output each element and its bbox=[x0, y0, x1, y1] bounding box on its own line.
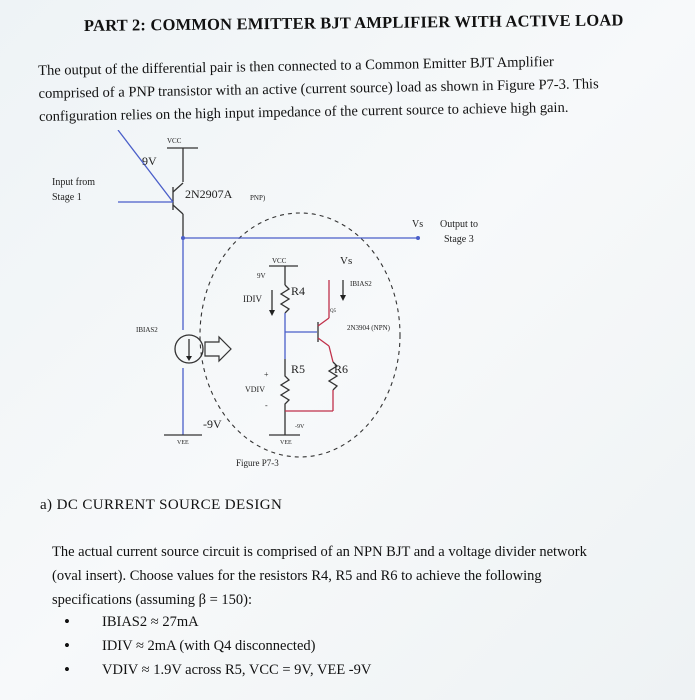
body-line: (oval insert). Choose values for the resistors R4, R5 and R6 to achieve the following bbox=[52, 568, 542, 584]
r6-label: R6 bbox=[334, 362, 349, 376]
circuit-diagram bbox=[40, 130, 520, 480]
intro-line: configuration relies on the high input impedance of the current source to achieve high gain. bbox=[38, 99, 569, 125]
inset-vs-label: Vs bbox=[340, 255, 353, 267]
intro-line: comprised of a PNP transistor with an active (current source) load as shown in Figure P7-3. This bbox=[38, 76, 599, 102]
section-heading: a) DC CURRENT SOURCE DESIGN bbox=[40, 497, 283, 513]
q5-label: Q5 bbox=[330, 309, 337, 314]
inset-vcc-label: VCC bbox=[272, 257, 287, 265]
output-label: Stage 3 bbox=[444, 234, 474, 245]
input-label: Input from bbox=[52, 177, 96, 188]
intro-paragraph bbox=[38, 49, 689, 129]
supply-9v-label: 9V bbox=[142, 154, 157, 168]
pnp-part-label: 2N2907A bbox=[185, 187, 233, 201]
inset-9v-label: 9V bbox=[257, 272, 266, 280]
vee-label: VEE bbox=[177, 440, 189, 446]
input-label: Stage 1 bbox=[52, 192, 82, 203]
minus-sign: - bbox=[265, 401, 268, 410]
neg-9v-label: -9V bbox=[203, 417, 222, 431]
inset-vee-label: VEE bbox=[280, 440, 292, 446]
pnp-type-label: PNP) bbox=[250, 194, 266, 202]
body-line: The actual current source circuit is comprised of an NPN BJT and a voltage divider network bbox=[52, 544, 587, 560]
inset-ibias2-label: IBIAS2 bbox=[350, 280, 372, 288]
output-label: Output to bbox=[440, 219, 479, 230]
r5-label: R5 bbox=[291, 362, 306, 376]
vdiv-label: VDIV bbox=[245, 385, 265, 394]
body-paragraph bbox=[52, 540, 692, 612]
spec-item: • IBIAS2 ≈ 27mA bbox=[60, 610, 371, 634]
plus-sign: + bbox=[264, 370, 269, 379]
page-title: PART 2: COMMON EMITTER BJT AMPLIFIER WITH ACTIVE LOAD bbox=[83, 10, 624, 35]
inset-neg-9v-label: -9V bbox=[295, 424, 305, 430]
intro-line: The output of the differential pair is then connected to a Common Emitter BJT Amplifier bbox=[38, 53, 554, 79]
spec-list bbox=[60, 610, 371, 682]
vs-output-label: Vs bbox=[412, 219, 424, 230]
idiv-label: IDIV bbox=[243, 294, 262, 304]
spec-item: • VDIV ≈ 1.9V across R5, VCC = 9V, VEE -9V bbox=[60, 658, 371, 682]
spec-item: • IDIV ≈ 2mA (with Q4 disconnected) bbox=[60, 634, 371, 658]
r4-label: R4 bbox=[291, 284, 306, 298]
figure-caption: Figure P7-3 bbox=[236, 458, 279, 468]
ibias2-label: IBIAS2 bbox=[136, 326, 158, 334]
vcc-label: VCC bbox=[167, 137, 182, 145]
body-line: specifications (assuming β = 150): bbox=[52, 592, 252, 608]
npn-part-label: 2N3904 (NPN) bbox=[347, 324, 390, 332]
